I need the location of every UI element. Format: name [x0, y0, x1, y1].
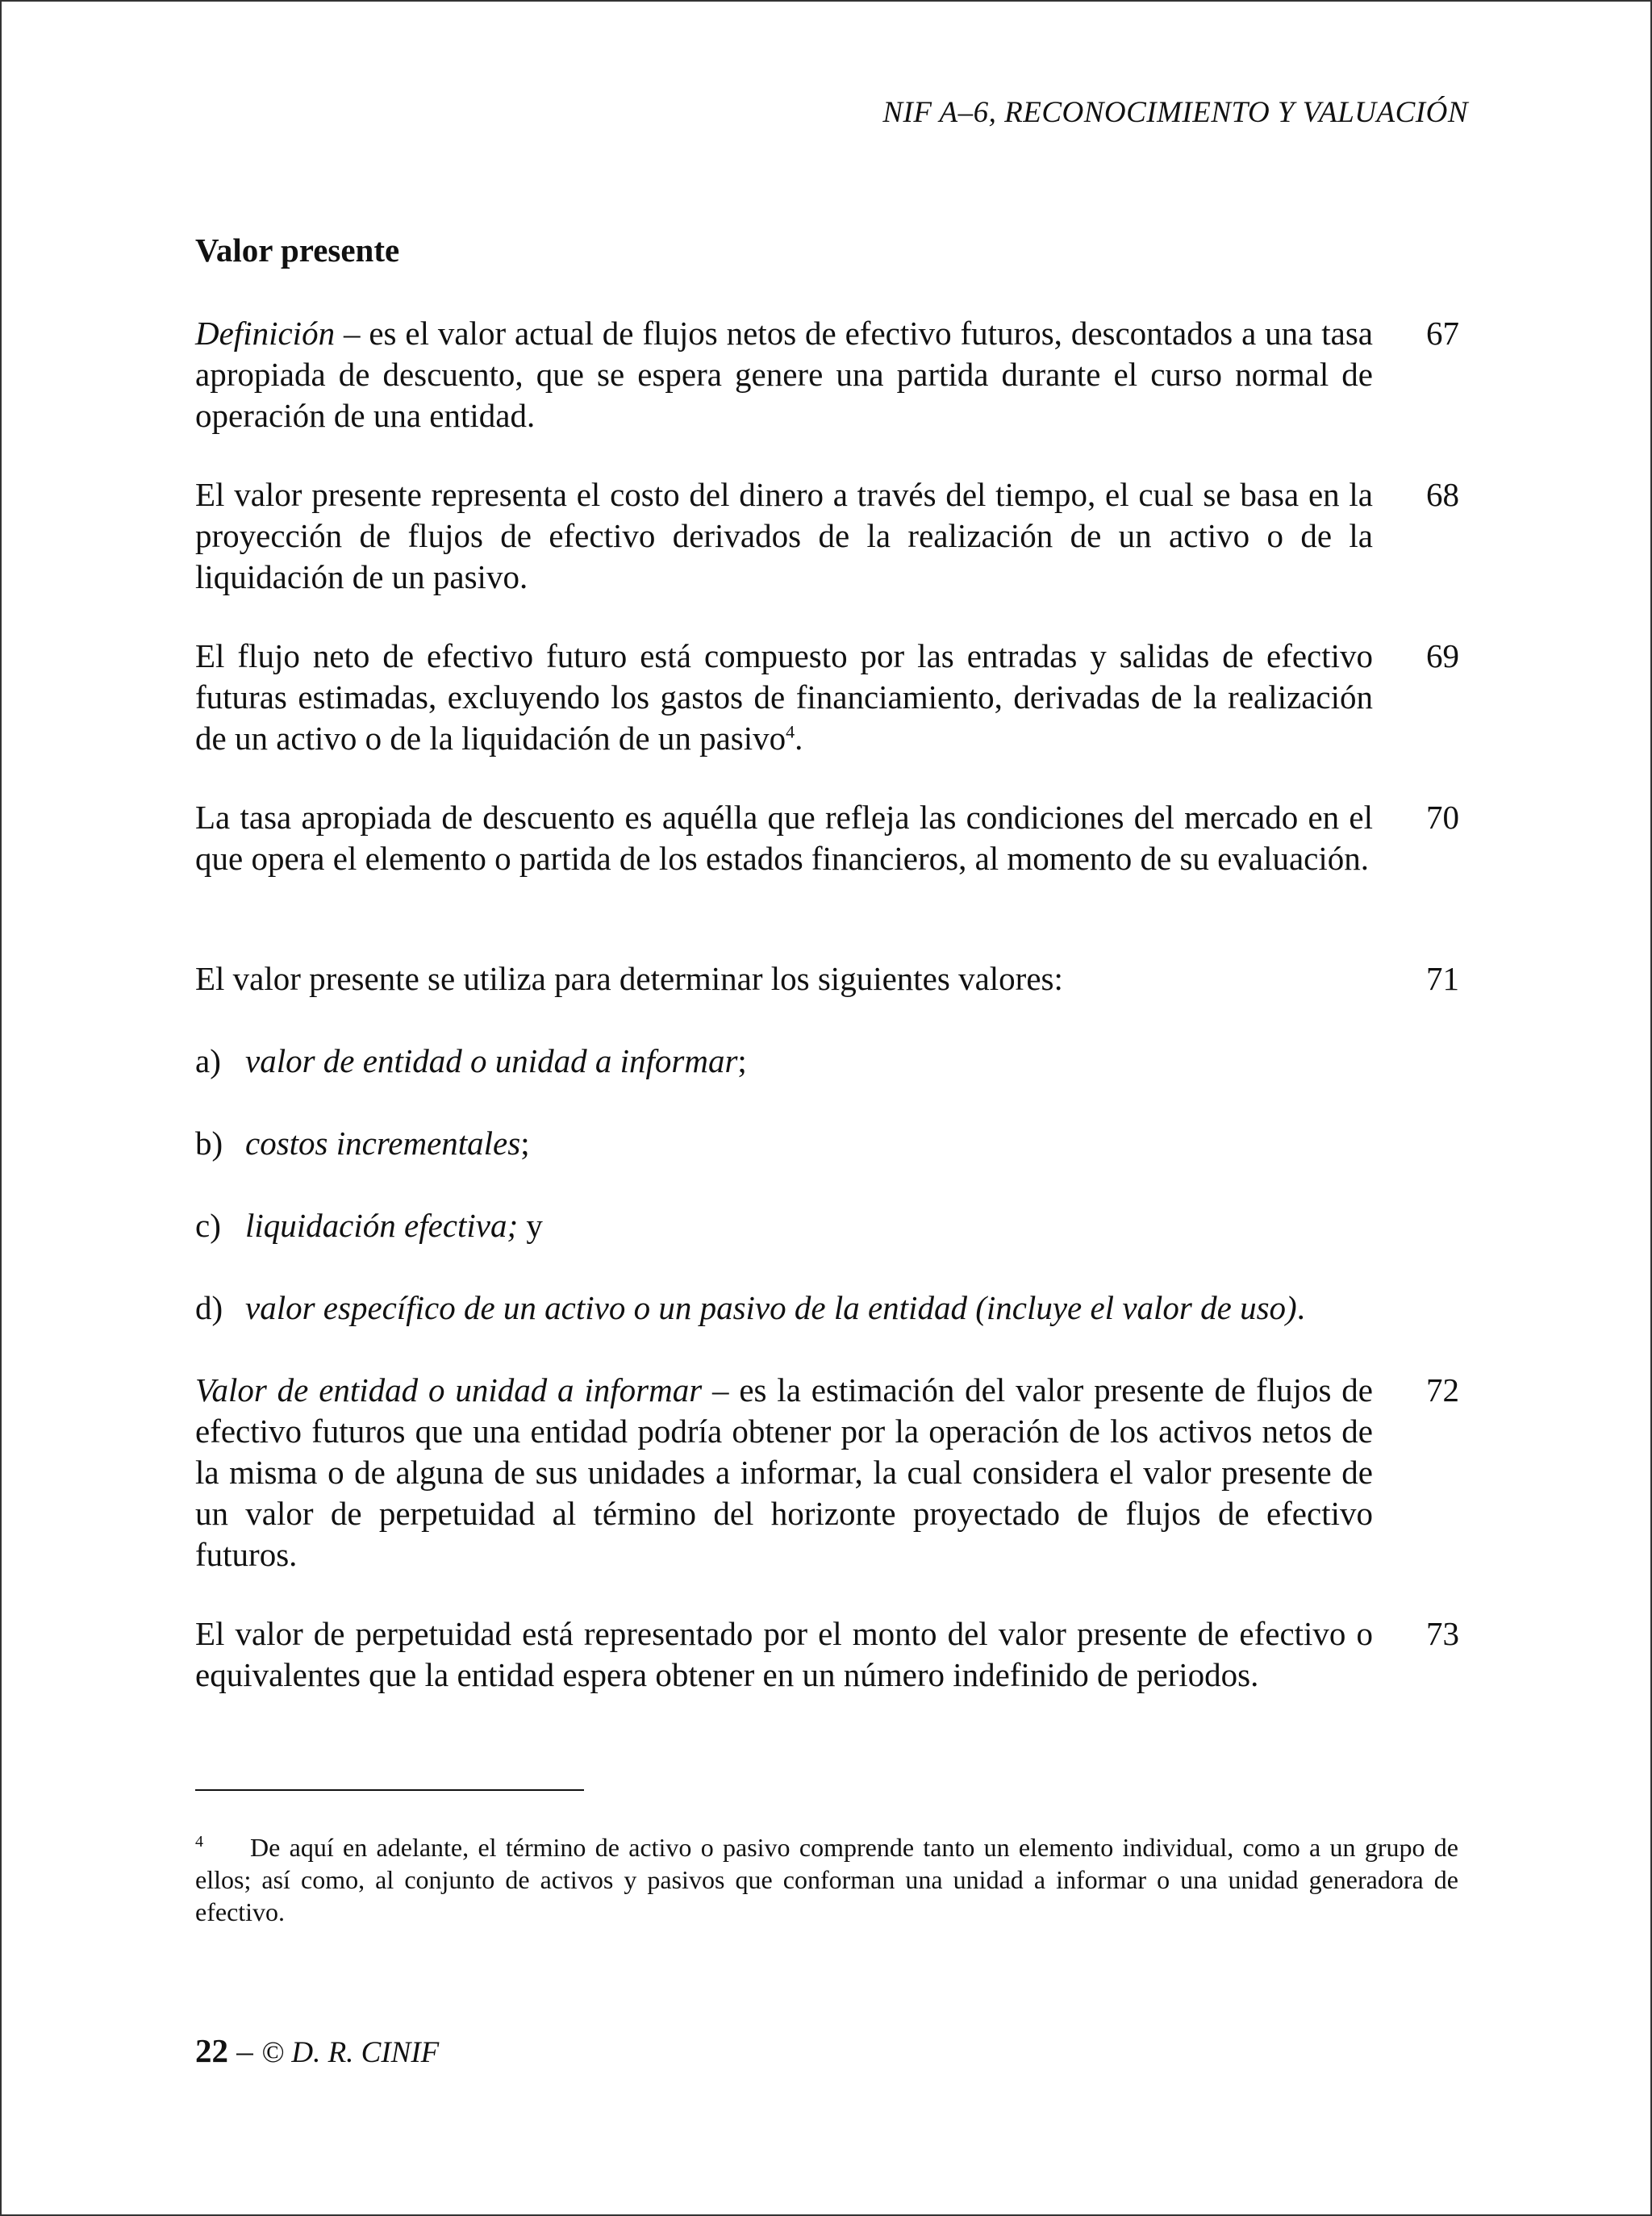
paragraph-69 — [195, 636, 1373, 759]
paragraph-number-70: 70 — [1426, 799, 1459, 836]
paragraph-67 — [195, 313, 1373, 436]
paragraph-number-73: 73 — [1426, 1615, 1459, 1652]
paragraph-70: La tasa apropiada de descuento es aquélla que refleja las condiciones del mercado en el que opera el elemento o partida de los estados financieros, al momento de su evaluación. — [195, 799, 1373, 877]
list-term: liquidación efectiva; — [245, 1207, 519, 1244]
list-item-b — [195, 1123, 1486, 1164]
footnote-reference[interactable]: 4 — [786, 721, 795, 742]
list-letter: d) — [195, 1289, 223, 1326]
list-suffix: ; — [737, 1042, 747, 1079]
paragraph-72-text: – es la estimación del valor presente de flujos de efectivo futuros que una entidad podría obtener por la operación de los activos netos de la misma o de alguna de sus unidades a informar, la cual considera el valor presente de un valor de perpetuidad al término del horizonte proyectado de flujos de efectivo futuros. — [195, 1371, 1373, 1573]
term-valor-entidad: Valor de entidad o unidad a informar — [195, 1371, 703, 1408]
paragraph-73: El valor de perpetuidad está representado por el monto del valor presente de efectivo o equivalentes que la entidad espera obtener en un número indefinido de periodos. — [195, 1615, 1373, 1693]
list-letter: c) — [195, 1207, 221, 1244]
section-title: Valor presente — [195, 232, 400, 269]
list-letter: a) — [195, 1042, 221, 1079]
paragraph-number-67: 67 — [1426, 315, 1459, 352]
page-number: 22 — [195, 2032, 228, 2069]
list-term: valor de entidad o unidad a informar — [245, 1042, 738, 1079]
paragraph-72 — [195, 1370, 1373, 1575]
list-suffix: . — [1296, 1289, 1305, 1326]
list-term: costos incrementales — [245, 1125, 521, 1162]
list-item-d — [195, 1287, 1486, 1329]
list-suffix: ; — [520, 1125, 530, 1162]
list-suffix: y — [518, 1207, 543, 1244]
paragraph-number-71: 71 — [1426, 960, 1459, 997]
paragraph-number-69: 69 — [1426, 637, 1459, 674]
paragraph-67-text: – es el valor actual de flujos netos de efectivo futuros, descontados a una tasa apropiada de descuento, que se espera genere una partida durante el curso normal de operación de una entidad. — [195, 315, 1373, 434]
footnote: 4 De aquí en adelante, el término de activo o pasivo comprende tanto un elemento individual, como a un grupo de ellos; así como, al conjunto de activos y pasivos que conforman una unidad a informar o una unidad generadora de efectivo. — [195, 1833, 1458, 1926]
copyright-credit: © D. R. CINIF — [261, 2036, 440, 2069]
term-definicion: Definición — [195, 315, 336, 352]
list-item-a — [195, 1041, 1486, 1082]
paragraph-69-end: . — [795, 720, 803, 757]
list-term: valor específico de un activo o un pasivo de la entidad (incluye el valor de uso) — [245, 1289, 1297, 1326]
list-item-c — [195, 1205, 1486, 1246]
footnote-divider — [195, 1789, 584, 1791]
page-footer — [195, 2031, 439, 2070]
paragraph-number-72: 72 — [1426, 1371, 1459, 1408]
footer-separator: – — [228, 2032, 261, 2069]
paragraph-69-text: El flujo neto de efectivo futuro está compuesto por las entradas y salidas de efectivo futuras estimadas, excluyendo los gastos de financiamiento, derivadas de la realización de un activo o de la liquidación de un pasivo — [195, 637, 1373, 757]
list-letter: b) — [195, 1125, 223, 1162]
running-header: NIF A–6, RECONOCIMIENTO Y VALUACIÓN — [882, 96, 1468, 129]
footnote-text: De aquí en adelante, el término de activo o pasivo comprende tanto un elemento individual, como a un grupo de ellos; así como, al conjunto de activos y pasivos que conforman una unidad a informar o una unidad generadora de efectivo. — [195, 1833, 1458, 1926]
paragraph-number-68: 68 — [1426, 476, 1459, 513]
paragraph-68: El valor presente representa el costo del dinero a través del tiempo, el cual se basa en la proyección de flujos de efectivo derivados de la realización de un activo o de la liquidación de un pasivo. — [195, 476, 1373, 595]
paragraph-71: El valor presente se utiliza para determinar los siguientes valores: — [195, 960, 1063, 997]
